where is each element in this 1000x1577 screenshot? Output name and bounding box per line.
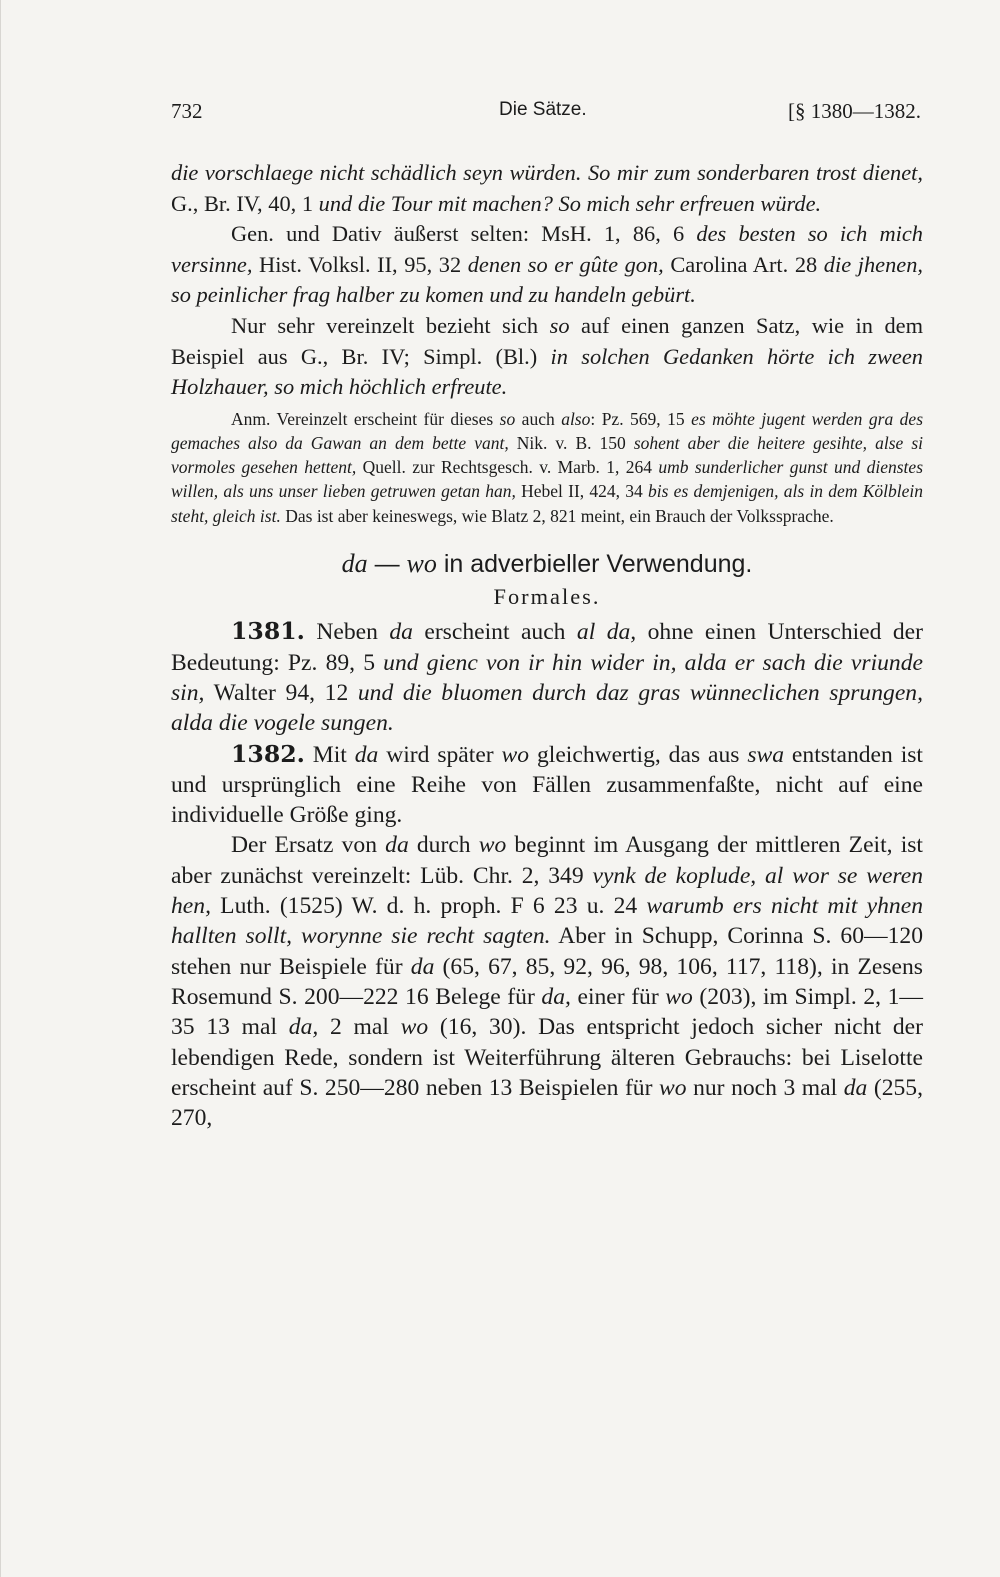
quote: vynk de koplude, al wor se weren hen, <box>171 862 923 920</box>
text: Mit <box>304 741 355 768</box>
paragraph-continuation <box>171 158 923 219</box>
citation: beginnt im Ausgang der mittleren Zeit, ist aber zunächst vereinzelt: Lüb. Chr. 2, 349 <box>171 832 923 889</box>
quote: sohent aber die heitere gesihte, alse si vormoles gesehen hettent, <box>171 432 924 478</box>
text: (203), im Simpl. 2, 1—35 13 mal <box>171 983 923 1041</box>
citation: Hist. Volksl. II, 95, 32 <box>252 251 468 277</box>
citation: Luth. (1525) W. d. h. proph. F 6 23 u. 24 <box>210 893 647 920</box>
quote: da <box>385 832 409 859</box>
quote: so <box>499 408 516 429</box>
quote: warumb ers nicht mit yhnen hallten sollt, worynne sie recht sagten. <box>171 893 923 950</box>
section-heading <box>171 548 923 580</box>
quote: und gienc von ir hin wider in, alda er sach die vriunde sin, <box>171 649 923 706</box>
text: Anm. Vereinzelt erscheint für dieses <box>231 408 500 429</box>
section-number: 1382. <box>231 739 305 768</box>
section-1381 <box>171 616 923 738</box>
note-anm <box>171 407 923 528</box>
quote: also <box>561 408 591 429</box>
citation: Quell. zur Rechtsgesch. v. Marb. 1, 264 <box>356 457 659 478</box>
paragraph-ersatz <box>171 830 923 1133</box>
quote: da <box>843 1074 868 1101</box>
section-1382 <box>171 739 923 831</box>
quote: wo <box>501 741 530 768</box>
quote: und die Tour mit machen? So mich sehr erfreuen würde. <box>318 190 822 216</box>
citation: Walter 94, 12 <box>204 679 358 706</box>
section-range: [§ 1380—1382. <box>788 99 921 123</box>
text: einer für <box>570 983 666 1010</box>
text: Gen. und Dativ äußerst selten: MsH. 1, 86, 6 <box>231 221 697 247</box>
text: (255, 270, <box>171 1074 923 1132</box>
quote: des besten so ich mich versinne, <box>171 221 923 277</box>
subheading: Formales. <box>493 583 601 609</box>
quote: wo <box>659 1074 687 1101</box>
quote: da <box>389 619 413 646</box>
text: Der Ersatz von <box>231 832 386 859</box>
text: gleichwertig, das aus <box>529 741 748 768</box>
text: Aber in Schupp, Corinna S. 60—120 stehen nur Beispiele für <box>171 923 924 980</box>
quote: es möhte jugent werden gra des gemaches also da Gawan an dem bette vant, <box>171 408 924 453</box>
quote: die jhenen, so peinlicher frag halber zu komen und zu handeln gebürt. <box>171 251 924 308</box>
text: erscheint auch <box>412 619 577 646</box>
text: Nur sehr vereinzelt bezieht sich <box>231 312 550 338</box>
running-title: Die Sätze. <box>499 99 587 120</box>
text: (16, 30). Das entspricht jedoch sicher nicht der lebendigen Rede, sondern ist Weiterführung älteren Gebrauchs: bei Liselotte erscheint auf S. 250—280 neben 13 Beispielen für <box>171 1014 923 1101</box>
text: Neben <box>304 619 390 646</box>
quote: bis es demjenigen, als in dem Kölblein steht, gleich ist. <box>171 481 923 526</box>
quote: swa <box>747 741 785 768</box>
text: nur noch 3 mal <box>686 1074 844 1101</box>
text: 2 mal <box>318 1014 401 1041</box>
paragraph-sentence-reference <box>171 311 923 403</box>
page-number: 732 <box>171 99 203 123</box>
quote: da <box>410 953 435 980</box>
citation: Carolina Art. 28 <box>663 251 824 277</box>
quote: in solchen Gedanken hörte ich zween Holzhauer, so mich höchlich erfreute. <box>171 343 924 400</box>
heading-wo: wo <box>406 548 437 578</box>
citation: Nik. v. B. 150 <box>508 432 634 453</box>
text: Das ist aber keineswegs, wie Blatz 2, 821 meint, ein Brauch der Volkssprache. <box>280 505 834 526</box>
page-body <box>171 158 923 1133</box>
text: entstanden ist und ursprünglich eine Reihe von Fällen zusammenfaßte, nicht auf eine individuelle Größe ging. <box>171 741 923 829</box>
citation: : Pz. 569, 15 <box>590 408 692 429</box>
text: auf einen ganzen Satz, wie in dem Beispiel aus G., Br. IV; Simpl. (Bl.) <box>171 312 923 369</box>
quote: umb sunderlicher gunst und dienstes willen, als uns unser lieben getruwen getan han, <box>171 457 924 502</box>
quote: da <box>354 741 379 768</box>
quote: so <box>549 312 570 338</box>
text: durch <box>408 832 479 859</box>
quote: al da, <box>576 619 637 646</box>
heading-rest: in adverbieller Verwendung. <box>436 549 753 578</box>
heading-dash: — <box>367 549 407 578</box>
quote: wo <box>665 983 693 1010</box>
quote: und die bluomen durch daz gras wünneclichen sprungen, alda die vogele sungen. <box>171 679 923 737</box>
section-number: 1381. <box>231 617 305 646</box>
quote: da, <box>288 1014 319 1041</box>
quote: die vorschlaege nicht schädlich seyn würden. So mir zum sonderbaren trost dienet, <box>171 160 923 185</box>
text: (65, 67, 85, 92, 96, 98, 106, 117, 118), in Zesens Rosemund S. 200—222 16 Belege für <box>171 953 923 1010</box>
quote: denen so er gûte gon, <box>467 251 664 277</box>
paragraph-genitive-dative <box>171 219 923 311</box>
citation: G., Br. IV, 40, 1 <box>171 190 319 216</box>
quote: wo <box>400 1014 429 1041</box>
citation: Hebel II, 424, 34 <box>515 481 649 502</box>
citation: ohne einen Unterschied der Bedeutung: Pz. 89, 5 <box>171 619 923 676</box>
quote: da, <box>541 983 571 1010</box>
text: wird später <box>378 741 502 768</box>
text: auch <box>515 408 562 429</box>
quote: wo <box>478 832 507 859</box>
heading-da: da <box>341 548 368 578</box>
